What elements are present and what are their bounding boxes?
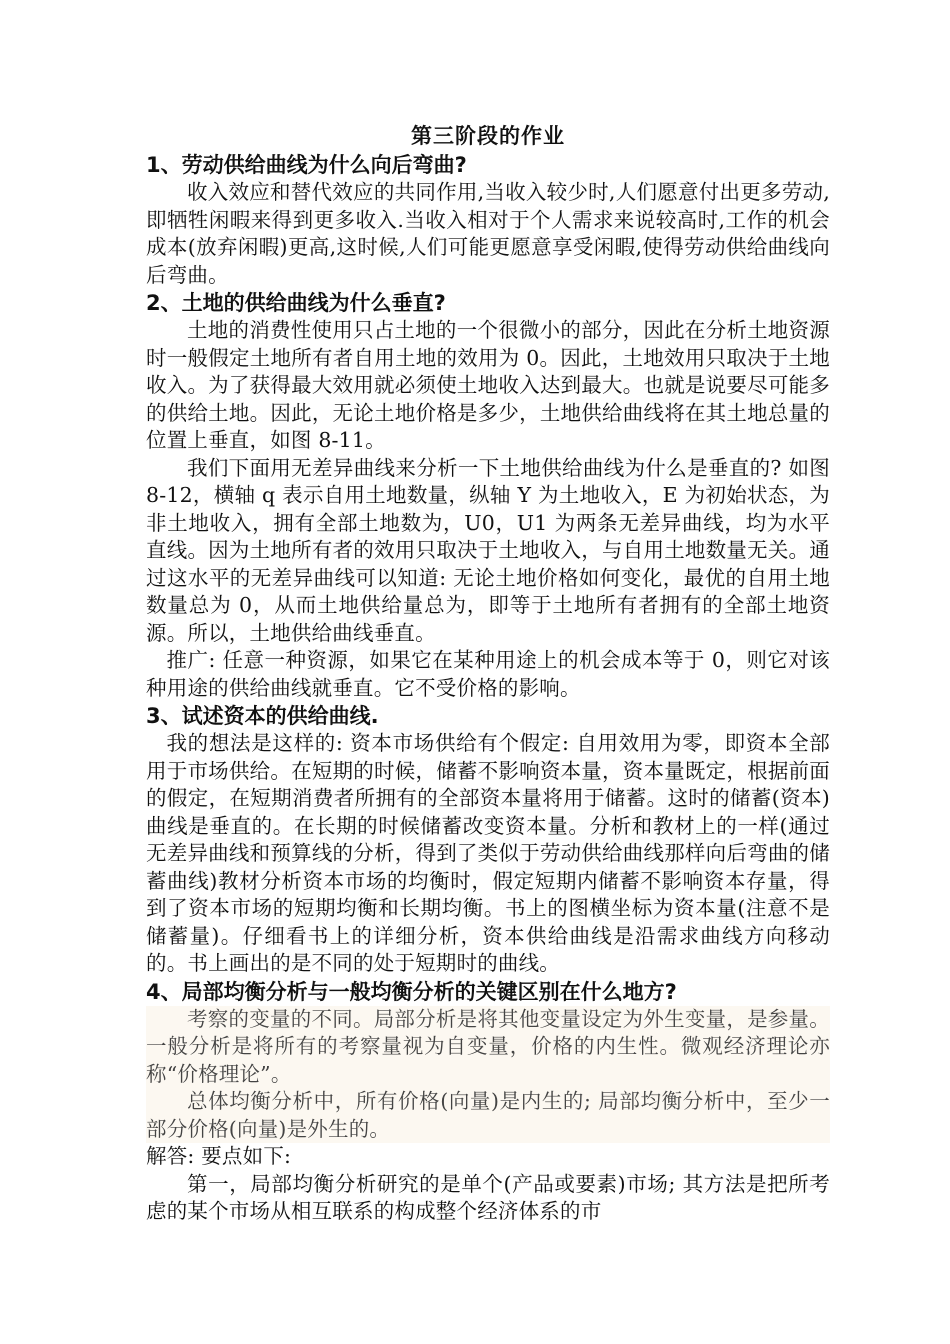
question-4-paragraph-2: 总体均衡分析中，所有价格(向量)是内生的; 局部均衡分析中，至少一部分价格(向量)是外生的。 xyxy=(146,1088,830,1143)
question-2-paragraph-3: 推广: 任意一种资源，如果它在某种用途上的机会成本等于 0，则它对该种用途的供给曲线就垂直。它不受价格的影响。 xyxy=(146,648,830,700)
question-4-paragraph-1: 考察的变量的不同。局部分析是将其他变量设定为外生变量，是参量。一般分析是将所有的考察量视为自变量，价格的内生性。微观经济理论亦称“价格理论”。 xyxy=(146,1006,830,1089)
answer-label: 解答: 要点如下: xyxy=(146,1144,292,1168)
question-2-paragraph-2: 我们下面用无差异曲线来分析一下土地供给曲线为什么是垂直的? 如图 8-12，横轴 q 表示自用土地数量，纵轴 Y 为土地收入，E 为初始状态，为非土地收入，拥有全部土地数为，U0，U1 为两条无差异曲线，均为水平直线。因为土地所有者的效用只取决于土地收入，与自用土地数量无关。通过这水平的无差异曲线可以知道: 无论土地价格如何变化，最优的自用土地数量总为 0，从而土地供给量总为，即等于土地所有者拥有的全部土地资源。所以，土地供给曲线垂直。 xyxy=(146,455,830,645)
question-4-heading: 4、局部均衡分析与一般均衡分析的关键区别在什么地方? xyxy=(146,979,677,1004)
question-2-heading: 2、土地的供给曲线为什么垂直? xyxy=(146,291,446,315)
question-2-paragraph-1: 土地的消费性使用只占土地的一个很微小的部分，因此在分析土地资源时一般假定土地所有者自用土地的效用为 0。因此，土地效用只取决于土地收入。为了获得最大效用就必须使土地收入达到最大。也就是说要尽可能多的供给土地。因此，无论土地价格是多少，土地供给曲线将在其土地总量的位置上垂直，如图 8-11。 xyxy=(146,318,830,452)
document-page xyxy=(146,121,830,1226)
question-3-heading: 3、试述资本的供给曲线. xyxy=(146,704,379,728)
question-1-paragraph-1: 收入效应和替代效应的共同作用,当收入较少时,人们愿意付出更多劳动,即牺牲闲暇来得到更多收入.当收入相对于个人需求来说较高时,工作的机会成本(放弃闲暇)更高,这时候,人们可能更愿意享受闲暇,使得劳动供给曲线向后弯曲。 xyxy=(146,180,830,287)
answer-paragraph-1: 第一，局部均衡分析研究的是单个(产品或要素)市场; 其方法是把所考虑的某个市场从相互联系的构成整个经济体系的市 xyxy=(146,1171,830,1223)
document-title: 第三阶段的作业 xyxy=(411,124,565,148)
question-1-heading: 1、劳动供给曲线为什么向后弯曲? xyxy=(146,153,467,177)
question-3-paragraph-1: 我的想法是这样的: 资本市场供给有个假定: 自用效用为零，即资本全部用于市场供给。在短期的时候，储蓄不影响资本量，资本量既定，根据前面的假定，在短期消费者所拥有的全部资本量将用于储蓄。这时的储蓄(资本)曲线是垂直的。在长期的时候储蓄改变资本量。分析和教材上的一样(通过无差异曲线和预算线的分析，得到了类似于劳动供给曲线那样向后弯曲的储蓄曲线)教材分析资本市场的均衡时，假定短期内储蓄不影响资本存量，得到了资本市场的短期均衡和长期均衡。书上的图横坐标为资本量(注意不是储蓄量)。仔细看书上的详细分析，资本供给曲线是沿需求曲线方向移动的。书上画出的是不同的处于短期时的曲线。 xyxy=(146,731,830,975)
